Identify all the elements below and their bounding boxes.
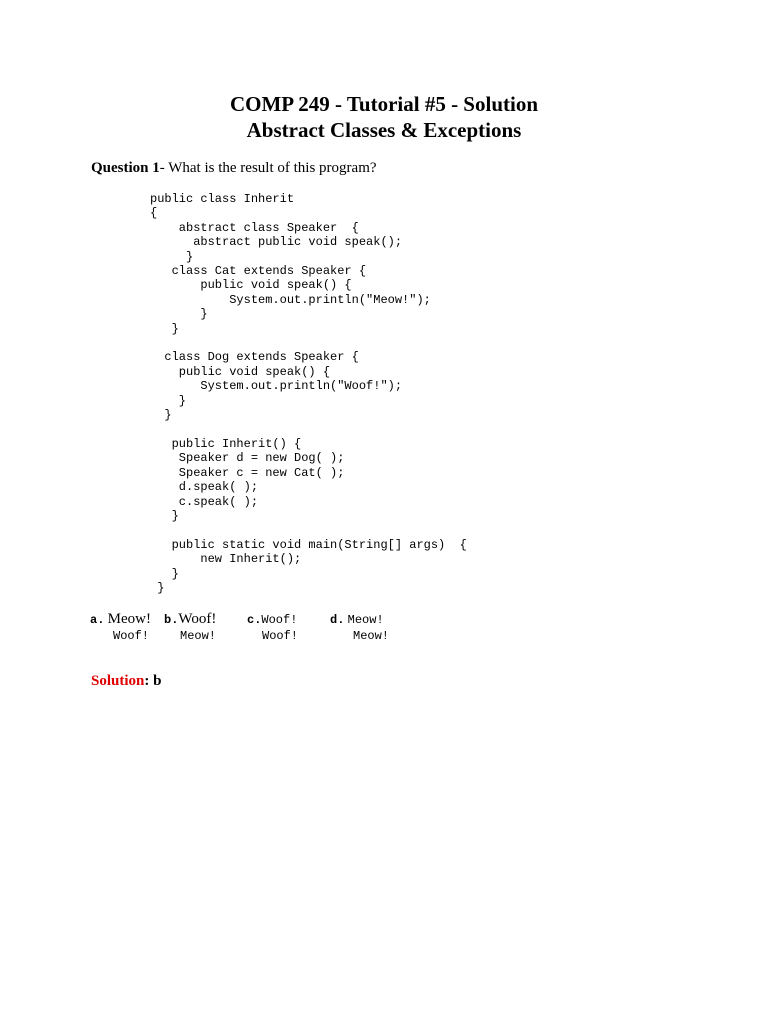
option-c-line2: Woof! xyxy=(262,629,299,643)
option-a-letter: a. xyxy=(90,613,105,627)
option-b-letter: b. xyxy=(164,613,179,627)
option-b-line1: Woof! xyxy=(178,611,217,627)
option-a xyxy=(90,611,151,643)
option-c-line1: Woof! xyxy=(261,613,298,627)
option-c-letter: c. xyxy=(247,613,262,627)
document-title: COMP 249 - Tutorial #5 - Solution xyxy=(229,92,539,116)
option-b xyxy=(164,611,217,643)
document-subtitle: Abstract Classes & Exceptions xyxy=(246,118,522,142)
question-1 xyxy=(91,159,377,177)
solution xyxy=(91,672,161,690)
option-d xyxy=(330,611,390,643)
code-block: public class Inherit { abstract class Speaker { abstract public void speak(); } class Cat extends Speaker { public void speak() { System.out.println("Meow!"); } } class Dog extends Speaker { public void speak() { System.out.println("Woof!"); } } public Inherit() { Speaker d = new Dog( ); Speaker c = new Cat( ); d.speak( ); c.speak( ); } public static void main(String[] args) { new Inherit(); } } xyxy=(150,192,467,595)
solution-answer: b xyxy=(149,673,162,689)
question-text: What is the result of this program? xyxy=(164,160,377,176)
option-d-letter: d. xyxy=(330,613,345,627)
option-d-line1: Meow! xyxy=(347,613,384,627)
option-b-line2: Meow! xyxy=(180,629,217,643)
option-d-line2: Meow! xyxy=(353,629,390,643)
option-a-line1: Meow! xyxy=(107,611,151,627)
option-c xyxy=(247,611,299,643)
question-dash: - xyxy=(159,160,165,176)
solution-label: Solution xyxy=(91,673,145,689)
question-label: Question 1 xyxy=(91,160,160,176)
option-a-line2: Woof! xyxy=(113,629,150,643)
solution-colon: : xyxy=(144,673,150,689)
